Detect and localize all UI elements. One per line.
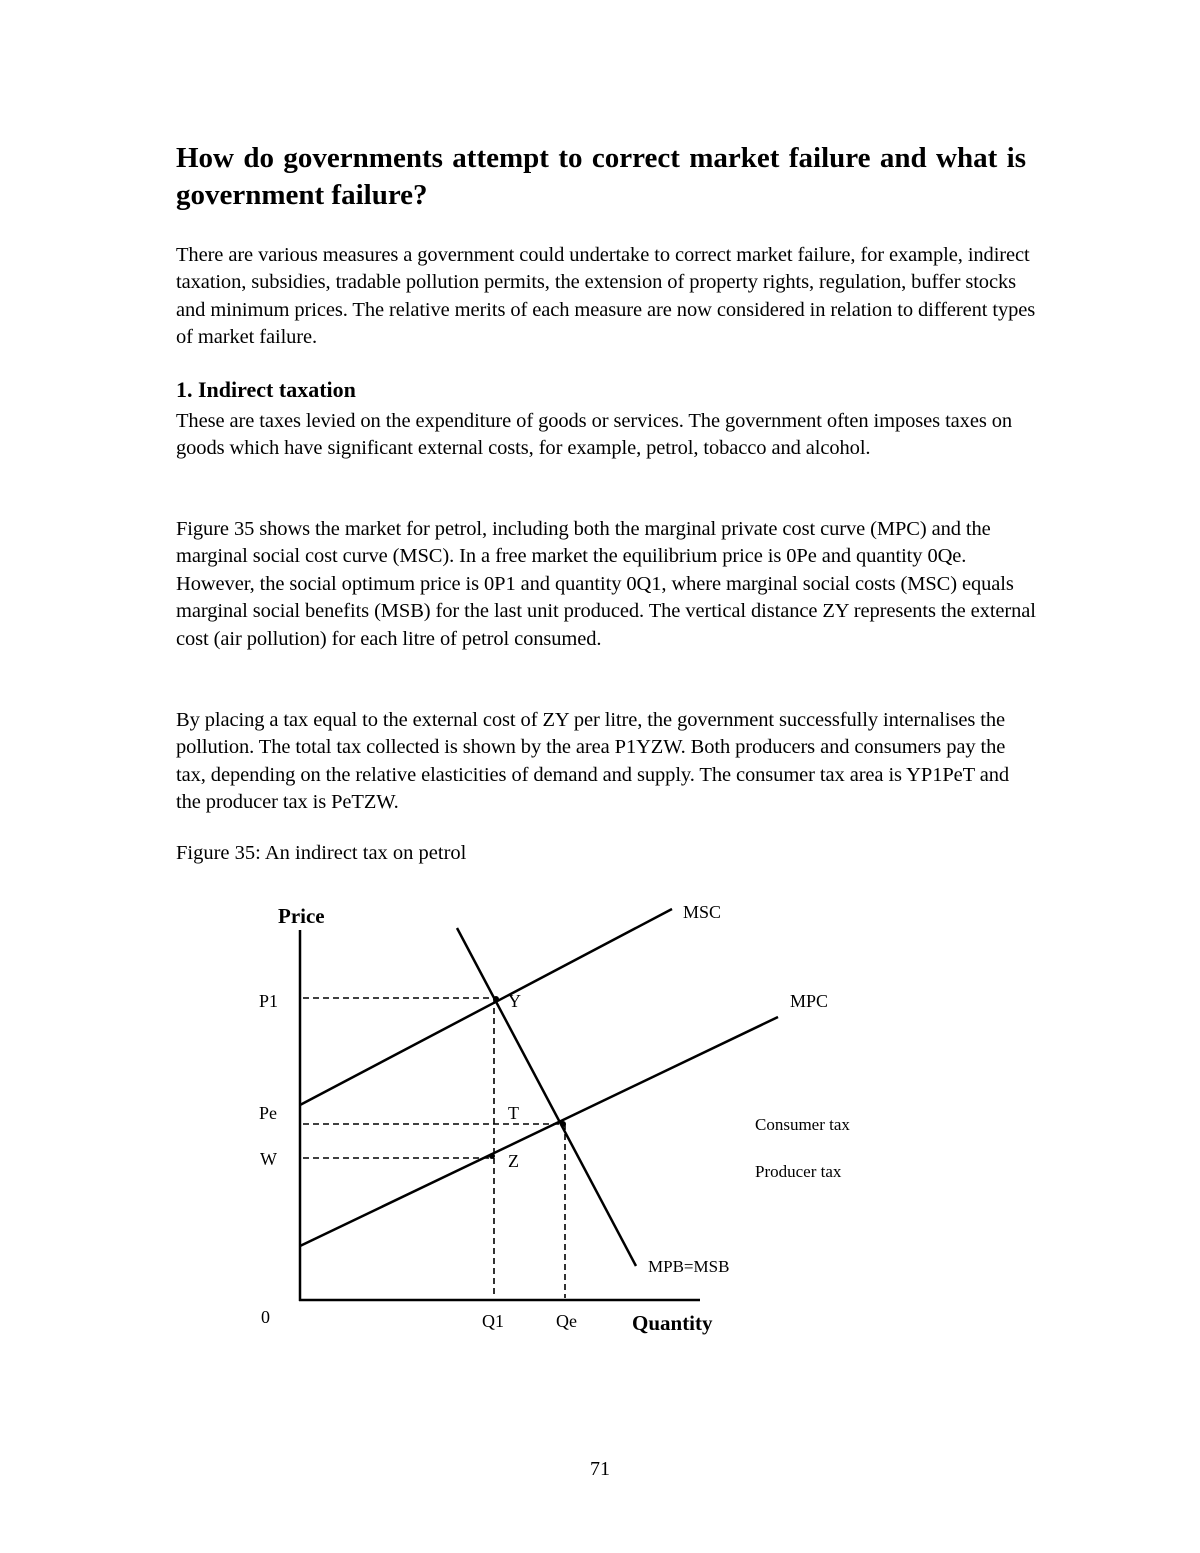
section-paragraph-1: These are taxes levied on the expenditure of goods or services. The government often imposes taxes on goods which have significant external costs, for example, petrol, tobacco and alcohol. <box>176 410 1013 460</box>
point-equilibrium <box>560 1121 566 1127</box>
point-y-label: Y <box>508 991 521 1011</box>
section-paragraph-3: By placing a tax equal to the external cost of ZY per litre, the government successfully internalises the pollution. The total tax collected is shown by the area P1YZW. Both producers and consumers pay the tax, depending on the relative elasticities of demand and supply. The consumer tax area is YP1PeT and the producer tax is PeTZW. <box>176 709 1010 814</box>
intro-paragraph: There are various measures a government could undertake to correct market failure, for example, indirect taxation, subsidies, tradable pollution permits, the extension of property rights, regulation, buffer stocks and minimum prices. The relative merits of each measure are now considered in relation to different types of market failure. <box>176 244 1036 349</box>
point-y <box>493 996 499 1002</box>
pe-label: Pe <box>259 1103 277 1123</box>
section-title: 1. Indirect taxation <box>176 377 356 402</box>
msc-curve <box>300 909 672 1105</box>
x-axis-label: Quantity <box>632 1311 713 1335</box>
p1-label: P1 <box>259 991 279 1011</box>
w-label: W <box>260 1149 277 1169</box>
mpc-curve <box>300 1017 778 1246</box>
legend-producer-tax: Producer tax <box>755 1162 842 1181</box>
point-t-label: T <box>508 1103 519 1123</box>
legend-consumer-tax: Consumer tax <box>755 1115 850 1134</box>
y-axis-label: Price <box>278 904 325 928</box>
page-number: 71 <box>590 1458 610 1480</box>
qe-label: Qe <box>556 1311 577 1331</box>
msc-label: MSC <box>683 902 722 922</box>
page-heading: How do governments attempt to correct market failure and what is government failure? <box>176 142 1026 211</box>
demand-label: MPB=MSB <box>648 1257 730 1276</box>
mpc-label: MPC <box>790 991 829 1011</box>
figure-caption: Figure 35: An indirect tax on petrol <box>176 842 467 864</box>
point-z-label: Z <box>508 1151 519 1171</box>
point-z <box>489 1153 495 1159</box>
section-paragraph-2: Figure 35 shows the market for petrol, including both the marginal private cost curve (MPC) and the marginal social cost curve (MSC). In a free market the equilibrium price is 0Pe and quantity 0Qe. However, the social optimum price is 0P1 and quantity 0Q1, where marginal social costs (MSC) equals marginal social benefits (MSB) for the last unit produced. The vertical distance ZY represents the external cost (air pollution) for each litre of petrol consumed. <box>176 518 1036 650</box>
origin-label: 0 <box>261 1307 270 1327</box>
q1-label: Q1 <box>482 1311 504 1331</box>
